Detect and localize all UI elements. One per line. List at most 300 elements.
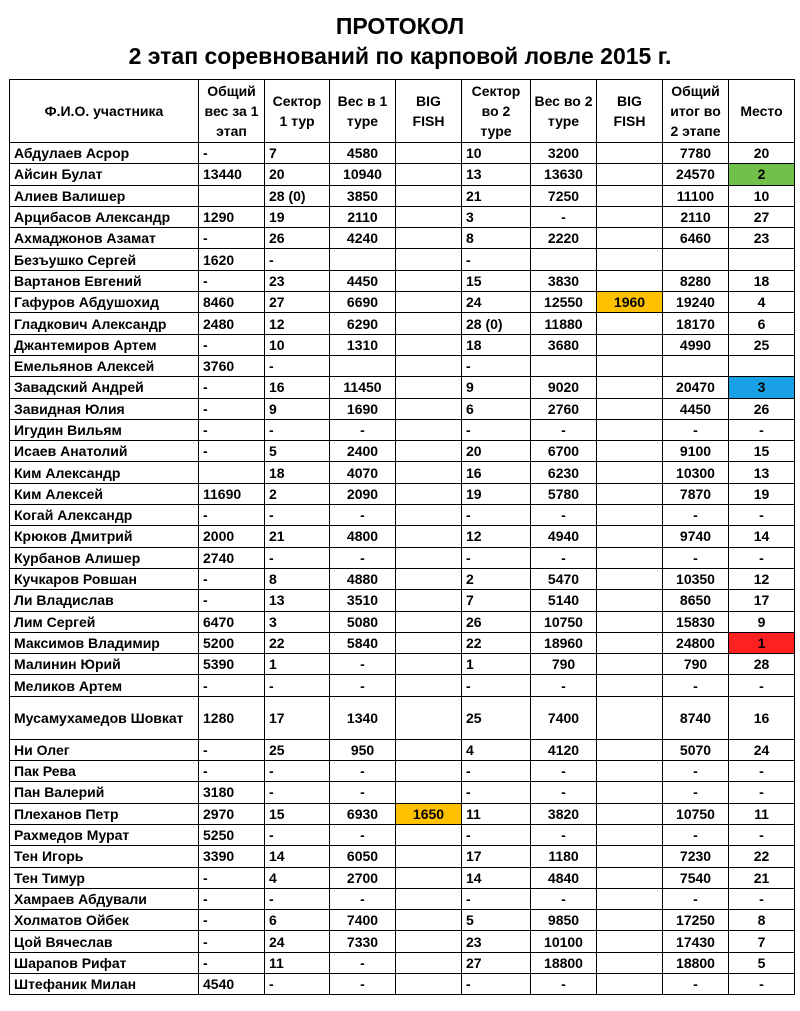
col-header-place: Место bbox=[729, 80, 795, 143]
sector2-cell: 28 (0) bbox=[462, 313, 531, 334]
bigfish2-cell bbox=[597, 206, 663, 227]
total-stage2-cell: - bbox=[663, 782, 729, 803]
bigfish2-cell: 1960 bbox=[597, 292, 663, 313]
total-stage2-cell: - bbox=[663, 973, 729, 994]
weight1-cell: 4450 bbox=[330, 270, 396, 291]
table-row bbox=[10, 888, 795, 909]
table-row bbox=[10, 377, 795, 398]
table-row bbox=[10, 334, 795, 355]
weight2-cell: - bbox=[531, 675, 597, 696]
total-stage2-cell: - bbox=[663, 419, 729, 440]
bigfish1-cell bbox=[396, 441, 462, 462]
table-row bbox=[10, 249, 795, 270]
sector1-cell: 20 bbox=[265, 164, 330, 185]
participant-name: Меликов Артем bbox=[10, 675, 199, 696]
participant-name: Джантемиров Артем bbox=[10, 334, 199, 355]
weight2-cell: 790 bbox=[531, 654, 597, 675]
place-cell: 28 bbox=[729, 654, 795, 675]
bigfish2-cell bbox=[597, 164, 663, 185]
sector1-cell: 16 bbox=[265, 377, 330, 398]
sector2-cell: 15 bbox=[462, 270, 531, 291]
total-stage2-cell: 9740 bbox=[663, 526, 729, 547]
total-stage1-cell: - bbox=[199, 931, 265, 952]
sector1-cell: 17 bbox=[265, 696, 330, 739]
total-stage1-cell: 2480 bbox=[199, 313, 265, 334]
place-cell: - bbox=[729, 973, 795, 994]
bigfish1-cell bbox=[396, 675, 462, 696]
place-cell: 6 bbox=[729, 313, 795, 334]
table-row bbox=[10, 973, 795, 994]
table-row bbox=[10, 355, 795, 376]
place-cell: - bbox=[729, 675, 795, 696]
total-stage1-cell: - bbox=[199, 398, 265, 419]
total-stage1-cell: 1280 bbox=[199, 696, 265, 739]
total-stage1-cell: 5390 bbox=[199, 654, 265, 675]
table-row bbox=[10, 398, 795, 419]
total-stage2-cell: 4450 bbox=[663, 398, 729, 419]
weight1-cell: - bbox=[330, 824, 396, 845]
sector2-cell: 8 bbox=[462, 228, 531, 249]
table-row bbox=[10, 206, 795, 227]
place-cell: 25 bbox=[729, 334, 795, 355]
total-stage1-cell: 5200 bbox=[199, 632, 265, 653]
bigfish1-cell bbox=[396, 334, 462, 355]
weight2-cell bbox=[531, 355, 597, 376]
table-row bbox=[10, 228, 795, 249]
weight1-cell: 2110 bbox=[330, 206, 396, 227]
bigfish2-cell bbox=[597, 867, 663, 888]
bigfish2-cell bbox=[597, 568, 663, 589]
weight1-cell bbox=[330, 249, 396, 270]
sector2-cell: - bbox=[462, 249, 531, 270]
weight2-cell: - bbox=[531, 761, 597, 782]
sector2-cell: 20 bbox=[462, 441, 531, 462]
total-stage1-cell: 5250 bbox=[199, 824, 265, 845]
table-row bbox=[10, 483, 795, 504]
weight2-cell: 12550 bbox=[531, 292, 597, 313]
total-stage1-cell: 8460 bbox=[199, 292, 265, 313]
bigfish1-cell bbox=[396, 761, 462, 782]
bigfish1-cell bbox=[396, 654, 462, 675]
total-stage2-cell: 10750 bbox=[663, 803, 729, 824]
bigfish1-cell bbox=[396, 910, 462, 931]
table-row bbox=[10, 824, 795, 845]
place-cell: 21 bbox=[729, 867, 795, 888]
bigfish2-cell bbox=[597, 739, 663, 760]
participant-name: Тен Тимур bbox=[10, 867, 199, 888]
bigfish1-cell bbox=[396, 377, 462, 398]
sector1-cell: 13 bbox=[265, 590, 330, 611]
sector1-cell: 7 bbox=[265, 143, 330, 164]
sector1-cell: 27 bbox=[265, 292, 330, 313]
place-cell: 16 bbox=[729, 696, 795, 739]
weight1-cell: 6290 bbox=[330, 313, 396, 334]
total-stage1-cell: 11690 bbox=[199, 483, 265, 504]
bigfish1-cell bbox=[396, 867, 462, 888]
table-row bbox=[10, 803, 795, 824]
total-stage1-cell: 1290 bbox=[199, 206, 265, 227]
total-stage2-cell: 24570 bbox=[663, 164, 729, 185]
sector2-cell: 4 bbox=[462, 739, 531, 760]
sector1-cell: - bbox=[265, 973, 330, 994]
weight1-cell: 2700 bbox=[330, 867, 396, 888]
weight2-cell: 7250 bbox=[531, 185, 597, 206]
sector1-cell: 18 bbox=[265, 462, 330, 483]
total-stage2-cell: 5070 bbox=[663, 739, 729, 760]
table-row bbox=[10, 739, 795, 760]
total-stage1-cell: - bbox=[199, 441, 265, 462]
bigfish1-cell bbox=[396, 739, 462, 760]
col-header-bigfish2: BIG FISH bbox=[597, 80, 663, 143]
sector2-cell: 3 bbox=[462, 206, 531, 227]
participant-name: Штефаник Милан bbox=[10, 973, 199, 994]
bigfish2-cell bbox=[597, 377, 663, 398]
total-stage2-cell: - bbox=[663, 675, 729, 696]
weight2-cell: - bbox=[531, 419, 597, 440]
bigfish2-cell bbox=[597, 824, 663, 845]
weight1-cell: - bbox=[330, 654, 396, 675]
sector1-cell: - bbox=[265, 355, 330, 376]
table-row bbox=[10, 782, 795, 803]
bigfish2-cell bbox=[597, 483, 663, 504]
weight1-cell: - bbox=[330, 782, 396, 803]
bigfish1-cell bbox=[396, 313, 462, 334]
weight2-cell: - bbox=[531, 782, 597, 803]
sector2-cell: 13 bbox=[462, 164, 531, 185]
bigfish1-cell: 1650 bbox=[396, 803, 462, 824]
table-row bbox=[10, 611, 795, 632]
total-stage1-cell: 13440 bbox=[199, 164, 265, 185]
bigfish2-cell bbox=[597, 334, 663, 355]
participant-name: Исаев Анатолий bbox=[10, 441, 199, 462]
total-stage1-cell: 2740 bbox=[199, 547, 265, 568]
total-stage2-cell: 8740 bbox=[663, 696, 729, 739]
bigfish1-cell bbox=[396, 355, 462, 376]
weight1-cell: 1310 bbox=[330, 334, 396, 355]
total-stage2-cell: - bbox=[663, 761, 729, 782]
col-header-name: Ф.И.О. участника bbox=[10, 80, 199, 143]
total-stage1-cell: - bbox=[199, 568, 265, 589]
place-cell: - bbox=[729, 547, 795, 568]
place-cell: 14 bbox=[729, 526, 795, 547]
sector2-cell: - bbox=[462, 547, 531, 568]
table-row bbox=[10, 846, 795, 867]
total-stage1-cell: 3180 bbox=[199, 782, 265, 803]
place-cell bbox=[729, 249, 795, 270]
participant-name: Малинин Юрий bbox=[10, 654, 199, 675]
bigfish1-cell bbox=[396, 952, 462, 973]
bigfish1-cell bbox=[396, 632, 462, 653]
bigfish1-cell bbox=[396, 888, 462, 909]
bigfish1-cell bbox=[396, 782, 462, 803]
participant-name: Ли Владислав bbox=[10, 590, 199, 611]
weight1-cell: 3510 bbox=[330, 590, 396, 611]
sector1-cell: 8 bbox=[265, 568, 330, 589]
participant-name: Безъушко Сергей bbox=[10, 249, 199, 270]
weight1-cell: - bbox=[330, 675, 396, 696]
place-cell: 2 bbox=[729, 164, 795, 185]
sector2-cell: 17 bbox=[462, 846, 531, 867]
weight1-cell: - bbox=[330, 419, 396, 440]
place-cell: 27 bbox=[729, 206, 795, 227]
bigfish2-cell bbox=[597, 185, 663, 206]
total-stage1-cell: 2970 bbox=[199, 803, 265, 824]
sector2-cell: 25 bbox=[462, 696, 531, 739]
participant-name: Курбанов Алишер bbox=[10, 547, 199, 568]
weight1-cell: 10940 bbox=[330, 164, 396, 185]
bigfish2-cell bbox=[597, 611, 663, 632]
weight2-cell: 10100 bbox=[531, 931, 597, 952]
sector1-cell: 12 bbox=[265, 313, 330, 334]
weight1-cell: 2090 bbox=[330, 483, 396, 504]
participant-name: Вартанов Евгений bbox=[10, 270, 199, 291]
sector1-cell: 6 bbox=[265, 910, 330, 931]
sector2-cell: 18 bbox=[462, 334, 531, 355]
weight2-cell: 2760 bbox=[531, 398, 597, 419]
sector1-cell: 23 bbox=[265, 270, 330, 291]
participant-name: Пан Валерий bbox=[10, 782, 199, 803]
table-row bbox=[10, 632, 795, 653]
participant-name: Рахмедов Мурат bbox=[10, 824, 199, 845]
bigfish2-cell bbox=[597, 441, 663, 462]
sector2-cell: 23 bbox=[462, 931, 531, 952]
header-row bbox=[10, 80, 795, 143]
place-cell: 20 bbox=[729, 143, 795, 164]
participant-name: Алиев Валишер bbox=[10, 185, 199, 206]
total-stage2-cell: 9100 bbox=[663, 441, 729, 462]
weight1-cell bbox=[330, 355, 396, 376]
bigfish1-cell bbox=[396, 462, 462, 483]
weight2-cell: 1180 bbox=[531, 846, 597, 867]
bigfish2-cell bbox=[597, 526, 663, 547]
participant-name: Шарапов Рифат bbox=[10, 952, 199, 973]
participant-name: Цой Вячеслав bbox=[10, 931, 199, 952]
sector1-cell: - bbox=[265, 249, 330, 270]
document-title: ПРОТОКОЛ bbox=[335, 13, 465, 39]
total-stage1-cell: 4540 bbox=[199, 973, 265, 994]
participant-name: Ни Олег bbox=[10, 739, 199, 760]
table-row bbox=[10, 292, 795, 313]
sector1-cell: 19 bbox=[265, 206, 330, 227]
col-header-total-stage1: Общий вес за 1 этап bbox=[199, 80, 265, 143]
table-row bbox=[10, 270, 795, 291]
sector2-cell: - bbox=[462, 419, 531, 440]
weight2-cell: 18960 bbox=[531, 632, 597, 653]
bigfish2-cell bbox=[597, 249, 663, 270]
bigfish2-cell bbox=[597, 547, 663, 568]
sector2-cell: 27 bbox=[462, 952, 531, 973]
table-row bbox=[10, 867, 795, 888]
bigfish2-cell bbox=[597, 398, 663, 419]
sector2-cell: 2 bbox=[462, 568, 531, 589]
table-row bbox=[10, 143, 795, 164]
place-cell bbox=[729, 355, 795, 376]
bigfish2-cell bbox=[597, 654, 663, 675]
weight2-cell: 4120 bbox=[531, 739, 597, 760]
bigfish2-cell bbox=[597, 803, 663, 824]
weight2-cell: 3820 bbox=[531, 803, 597, 824]
weight1-cell: 6690 bbox=[330, 292, 396, 313]
place-cell: 22 bbox=[729, 846, 795, 867]
weight1-cell: 4880 bbox=[330, 568, 396, 589]
weight2-cell bbox=[531, 249, 597, 270]
weight1-cell: 11450 bbox=[330, 377, 396, 398]
sector2-cell: 5 bbox=[462, 910, 531, 931]
total-stage1-cell: - bbox=[199, 867, 265, 888]
weight1-cell: 2400 bbox=[330, 441, 396, 462]
bigfish2-cell bbox=[597, 761, 663, 782]
table-row bbox=[10, 505, 795, 526]
total-stage2-cell: 6460 bbox=[663, 228, 729, 249]
weight2-cell: 10750 bbox=[531, 611, 597, 632]
total-stage2-cell: 17250 bbox=[663, 910, 729, 931]
sector2-cell: 11 bbox=[462, 803, 531, 824]
participant-name: Максимов Владимир bbox=[10, 632, 199, 653]
place-cell: 12 bbox=[729, 568, 795, 589]
bigfish1-cell bbox=[396, 590, 462, 611]
sector2-cell: 22 bbox=[462, 632, 531, 653]
place-cell: 23 bbox=[729, 228, 795, 249]
total-stage1-cell: - bbox=[199, 739, 265, 760]
participant-name: Ахмаджонов Азамат bbox=[10, 228, 199, 249]
total-stage1-cell: - bbox=[199, 675, 265, 696]
weight2-cell: - bbox=[531, 505, 597, 526]
total-stage1-cell: 6470 bbox=[199, 611, 265, 632]
weight1-cell: 1340 bbox=[330, 696, 396, 739]
table-row bbox=[10, 654, 795, 675]
bigfish1-cell bbox=[396, 931, 462, 952]
bigfish1-cell bbox=[396, 292, 462, 313]
place-cell: - bbox=[729, 761, 795, 782]
participant-name: Ким Алексей bbox=[10, 483, 199, 504]
bigfish2-cell bbox=[597, 846, 663, 867]
total-stage2-cell: 10300 bbox=[663, 462, 729, 483]
bigfish1-cell bbox=[396, 249, 462, 270]
weight1-cell: 1690 bbox=[330, 398, 396, 419]
sector2-cell: - bbox=[462, 888, 531, 909]
total-stage2-cell: 24800 bbox=[663, 632, 729, 653]
table-row bbox=[10, 931, 795, 952]
total-stage2-cell: 19240 bbox=[663, 292, 729, 313]
weight1-cell: 3850 bbox=[330, 185, 396, 206]
sector1-cell: - bbox=[265, 675, 330, 696]
col-header-total-stage2: Общий итог во 2 этапе bbox=[663, 80, 729, 143]
table-row bbox=[10, 675, 795, 696]
weight1-cell: 6050 bbox=[330, 846, 396, 867]
place-cell: 19 bbox=[729, 483, 795, 504]
weight1-cell: - bbox=[330, 505, 396, 526]
sector2-cell: 21 bbox=[462, 185, 531, 206]
weight2-cell: 3830 bbox=[531, 270, 597, 291]
weight2-cell: 5140 bbox=[531, 590, 597, 611]
bigfish2-cell bbox=[597, 228, 663, 249]
total-stage2-cell: 18800 bbox=[663, 952, 729, 973]
sector2-cell: - bbox=[462, 761, 531, 782]
weight2-cell: - bbox=[531, 888, 597, 909]
total-stage1-cell: - bbox=[199, 270, 265, 291]
place-cell: - bbox=[729, 824, 795, 845]
sector1-cell: - bbox=[265, 888, 330, 909]
bigfish1-cell bbox=[396, 568, 462, 589]
sector2-cell: 10 bbox=[462, 143, 531, 164]
total-stage2-cell: 7780 bbox=[663, 143, 729, 164]
sector1-cell: 24 bbox=[265, 931, 330, 952]
bigfish1-cell bbox=[396, 419, 462, 440]
table-row bbox=[10, 590, 795, 611]
bigfish2-cell bbox=[597, 782, 663, 803]
total-stage1-cell: - bbox=[199, 334, 265, 355]
participant-name: Айсин Булат bbox=[10, 164, 199, 185]
weight2-cell: 2220 bbox=[531, 228, 597, 249]
table-row bbox=[10, 547, 795, 568]
bigfish2-cell bbox=[597, 462, 663, 483]
total-stage1-cell: 3760 bbox=[199, 355, 265, 376]
sector1-cell: - bbox=[265, 824, 330, 845]
weight1-cell: - bbox=[330, 973, 396, 994]
participant-name: Мусамухамедов Шовкат bbox=[10, 696, 199, 739]
place-cell: - bbox=[729, 782, 795, 803]
table-row bbox=[10, 696, 795, 739]
table-row bbox=[10, 441, 795, 462]
table-row bbox=[10, 910, 795, 931]
place-cell: - bbox=[729, 888, 795, 909]
participant-name: Арцибасов Александр bbox=[10, 206, 199, 227]
sector1-cell: - bbox=[265, 505, 330, 526]
participant-name: Пак Рева bbox=[10, 761, 199, 782]
bigfish1-cell bbox=[396, 973, 462, 994]
weight1-cell: 950 bbox=[330, 739, 396, 760]
weight2-cell: 5470 bbox=[531, 568, 597, 589]
total-stage1-cell: - bbox=[199, 419, 265, 440]
place-cell: 1 bbox=[729, 632, 795, 653]
sector1-cell: - bbox=[265, 782, 330, 803]
participant-name: Когай Александр bbox=[10, 505, 199, 526]
table-row bbox=[10, 164, 795, 185]
bigfish1-cell bbox=[396, 846, 462, 867]
sector1-cell: 15 bbox=[265, 803, 330, 824]
sector1-cell: 5 bbox=[265, 441, 330, 462]
bigfish1-cell bbox=[396, 228, 462, 249]
participant-name: Холматов Ойбек bbox=[10, 910, 199, 931]
sector2-cell: - bbox=[462, 355, 531, 376]
total-stage1-cell: - bbox=[199, 952, 265, 973]
bigfish2-cell bbox=[597, 952, 663, 973]
weight2-cell: 13630 bbox=[531, 164, 597, 185]
participant-name: Хамраев Абдували bbox=[10, 888, 199, 909]
sector1-cell: 21 bbox=[265, 526, 330, 547]
total-stage1-cell bbox=[199, 462, 265, 483]
participant-name: Крюков Дмитрий bbox=[10, 526, 199, 547]
sector1-cell: - bbox=[265, 419, 330, 440]
weight2-cell: 3200 bbox=[531, 143, 597, 164]
place-cell: 15 bbox=[729, 441, 795, 462]
total-stage2-cell: 10350 bbox=[663, 568, 729, 589]
sector2-cell: 12 bbox=[462, 526, 531, 547]
bigfish2-cell bbox=[597, 590, 663, 611]
place-cell: 17 bbox=[729, 590, 795, 611]
total-stage2-cell: 15830 bbox=[663, 611, 729, 632]
weight2-cell: - bbox=[531, 824, 597, 845]
bigfish2-cell bbox=[597, 675, 663, 696]
place-cell: 3 bbox=[729, 377, 795, 398]
bigfish2-cell bbox=[597, 313, 663, 334]
bigfish1-cell bbox=[396, 696, 462, 739]
bigfish2-cell bbox=[597, 973, 663, 994]
total-stage2-cell bbox=[663, 355, 729, 376]
total-stage1-cell: 2000 bbox=[199, 526, 265, 547]
sector2-cell: - bbox=[462, 824, 531, 845]
bigfish2-cell bbox=[597, 632, 663, 653]
